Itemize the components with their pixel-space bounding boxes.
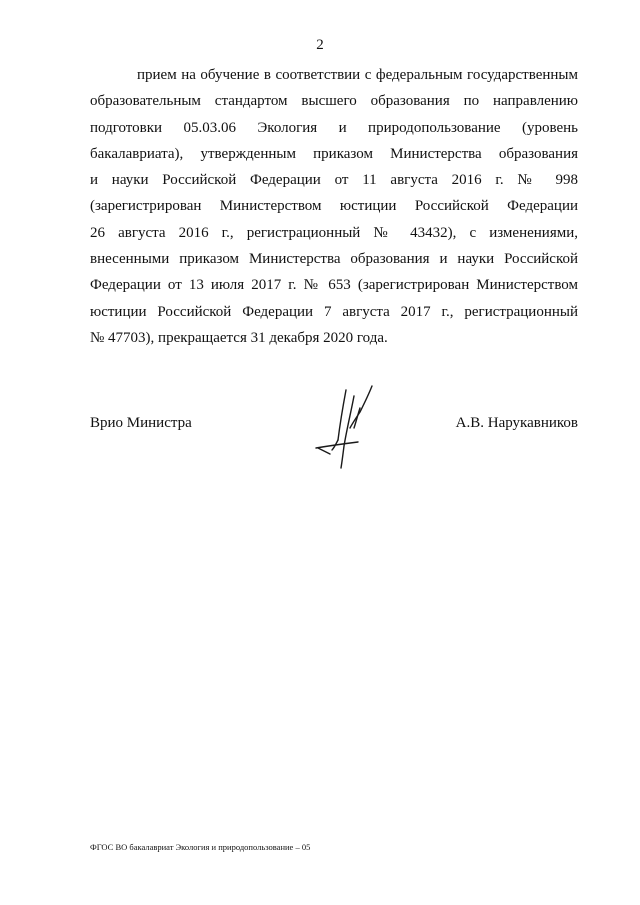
paragraph-line: Федерации от 13 июля 2017 г. № 653 (зарегистрирован Министерством — [90, 277, 578, 294]
signatory-title: Врио Министра — [90, 415, 192, 431]
body-paragraph — [90, 62, 578, 351]
page-number: 2 — [316, 37, 324, 53]
paragraph-line: подготовки 05.03.06 Экология и природопользование (уровень — [90, 119, 578, 136]
paragraph-line: прием на обучение в соответствии с федеральным государственным — [137, 67, 578, 83]
signatory-name: А.В. Нарукавников — [455, 415, 578, 431]
paragraph-line: 26 августа 2016 г., регистрационный № 43432), с изменениями, — [90, 224, 578, 241]
paragraph-line: и науки Российской Федерации от 11 августа 2016 г. № 998 — [90, 172, 578, 189]
paragraph-line: бакалавриата), утвержденным приказом Министерства образования — [90, 145, 578, 162]
paragraph-line: образовательным стандартом высшего образования по направлению — [90, 93, 578, 110]
paragraph-line: № 47703), прекращается 31 декабря 2020 года. — [90, 329, 388, 346]
footer-caption: ФГОС ВО бакалавриат Экология и природопользование – 05 — [90, 842, 311, 852]
paragraph-line: внесенными приказом Министерства образования и науки Российской — [90, 251, 578, 268]
paragraph-line: юстиции Российской Федерации 7 августа 2017 г., регистрационный — [90, 303, 578, 320]
handwritten-signature — [308, 384, 380, 470]
paragraph-line: (зарегистрирован Министерством юстиции Российской Федерации — [90, 198, 578, 215]
